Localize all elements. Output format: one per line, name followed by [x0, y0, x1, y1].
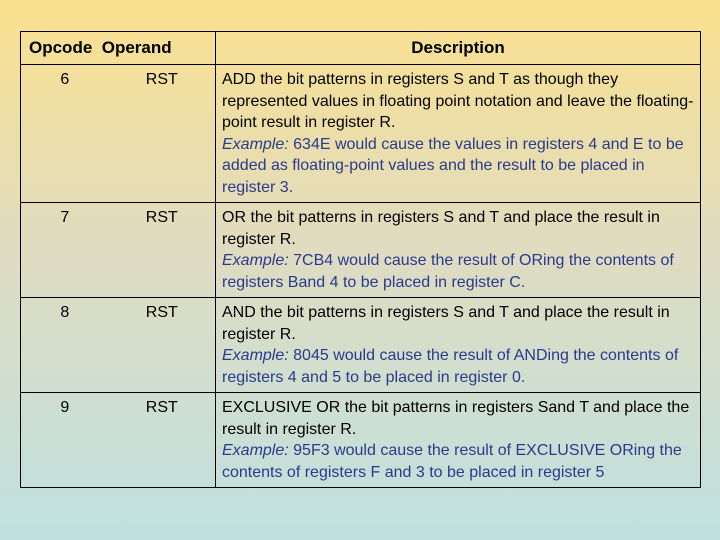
table-row	[21, 203, 701, 298]
example-text	[222, 252, 674, 291]
example-label: Example:	[222, 347, 289, 364]
example-body: 95F3 would cause the result of EXCLUSIVE ORing the contents of registers F and 3 to be placed in register 5	[222, 442, 682, 481]
opcode-operand-cell	[21, 393, 216, 488]
header-opcode: Opcode	[29, 38, 93, 58]
example-label: Example:	[222, 442, 289, 459]
opcode-table	[20, 31, 701, 488]
table-row	[21, 393, 701, 488]
opcode-cell: 6	[60, 71, 70, 88]
example-label: Example:	[222, 135, 289, 153]
opcode-operand-cell	[21, 203, 216, 298]
opcode-cell: 7	[60, 209, 70, 226]
example-text	[222, 347, 678, 386]
description-cell	[216, 203, 701, 298]
example-body: 634E would cause the values in registers 4 and E to be added as floating-point values and the result to be placed in register 3.	[222, 135, 684, 196]
opcode-cell: 8	[60, 304, 70, 321]
operand-cell: RST	[145, 71, 178, 88]
operand-cell: RST	[145, 304, 178, 321]
example-text	[222, 442, 682, 481]
description-text: OR the bit patterns in registers S and T and place the result in register R.	[222, 209, 660, 248]
description-text: EXCLUSIVE OR the bit patterns in registers Sand T and place the result in register R.	[222, 399, 690, 438]
table-row	[21, 65, 701, 203]
description-cell	[216, 65, 701, 203]
example-body: 7CB4 would cause the result of ORing the contents of registers Band 4 to be placed in register C.	[222, 252, 674, 291]
header-opcode-operand	[21, 32, 216, 65]
opcode-cell: 9	[60, 399, 70, 416]
header-description: Description	[216, 32, 701, 65]
description-text: ADD the bit patterns in registers S and T as though they represented values in floating point notation and leave the floating-point result in register R.	[222, 71, 694, 131]
opcode-operand-cell	[21, 65, 216, 203]
table-row	[21, 298, 701, 393]
example-label: Example:	[222, 252, 289, 269]
description-text: AND the bit patterns in registers S and T and place the result in register R.	[222, 304, 670, 343]
header-row	[21, 32, 701, 65]
operand-cell: RST	[145, 399, 178, 416]
operand-cell: RST	[145, 209, 178, 226]
example-body: 8045 would cause the result of ANDing the contents of registers 4 and 5 to be placed in register 0.	[222, 347, 679, 386]
opcode-operand-cell	[21, 298, 216, 393]
example-text	[222, 136, 684, 196]
header-operand: Operand	[101, 38, 172, 58]
description-cell	[216, 298, 701, 393]
description-cell	[216, 393, 701, 488]
